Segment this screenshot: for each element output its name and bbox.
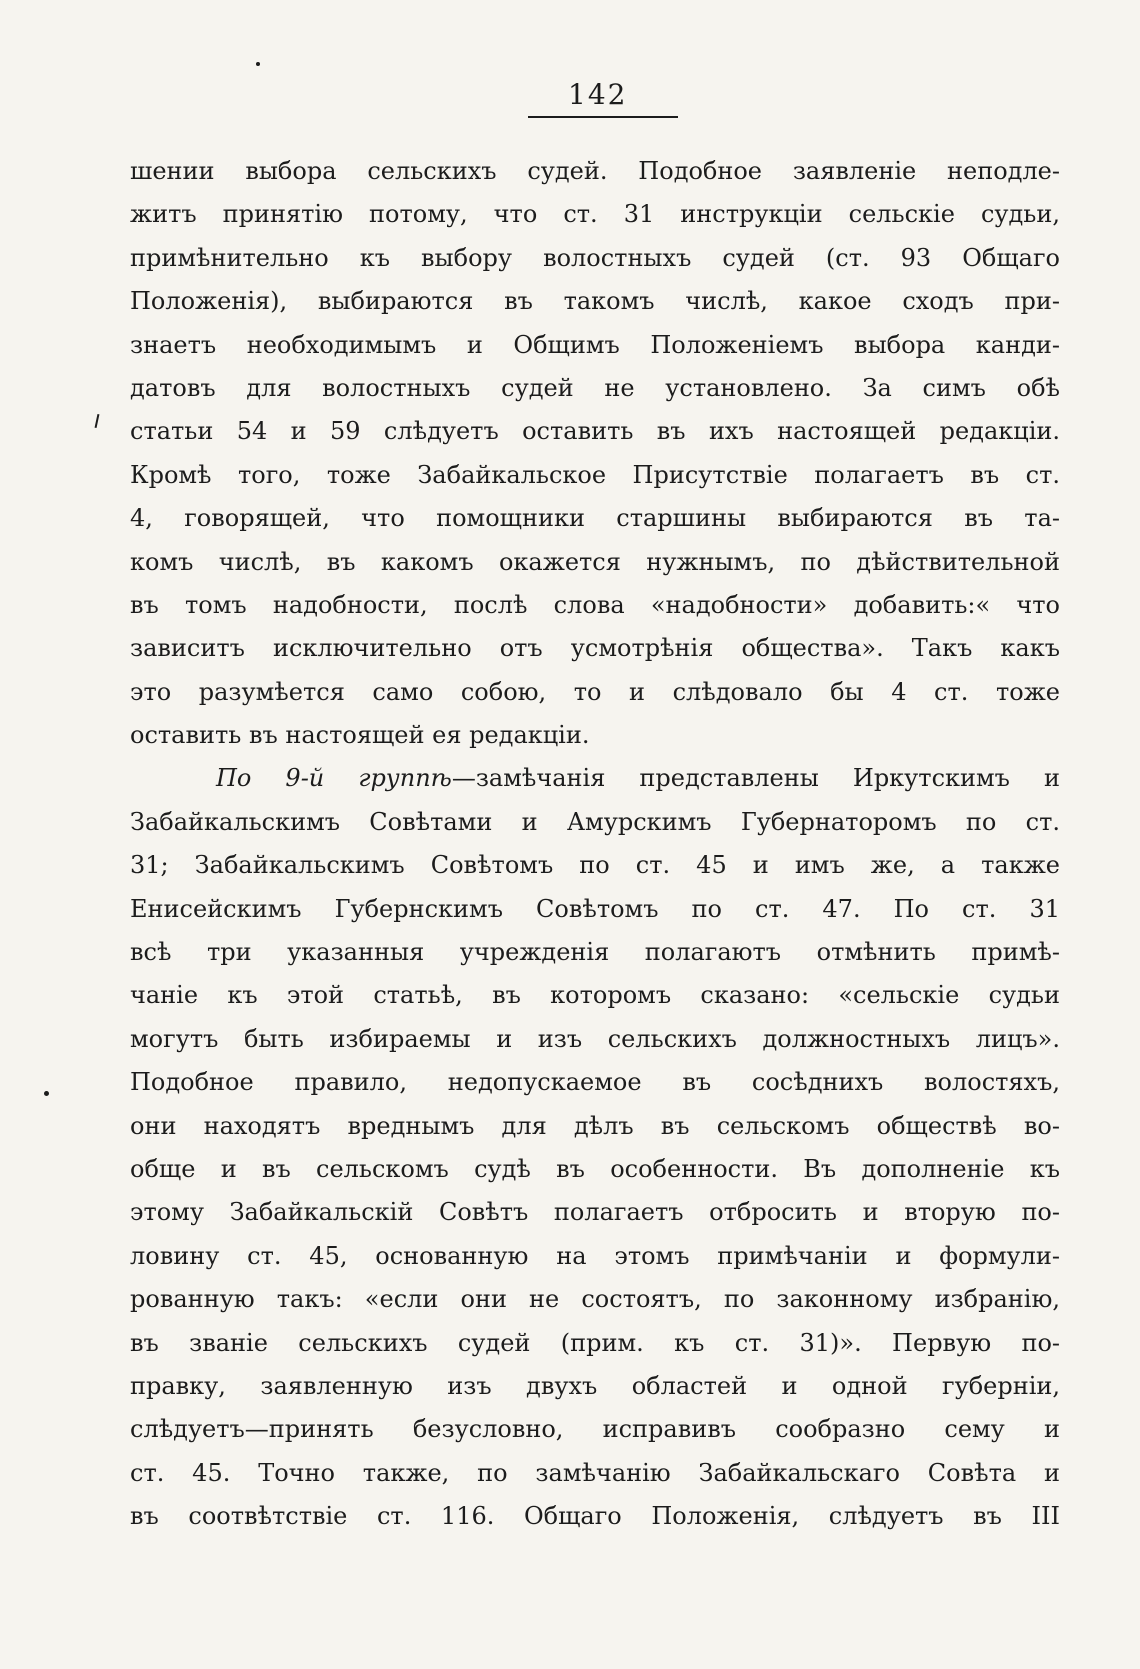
text-line: 4, говорящей, что помощники старшины выбираются въ та-: [130, 504, 1060, 533]
text-line: ст. 45. Точно также, по замѣчанію Забайкальскаго Совѣта и: [130, 1458, 1060, 1487]
text-line: шении выбора сельскихъ судей. Подобное заявленіе неподле-: [130, 157, 1060, 185]
text-line: рованную такъ: «если они не состоятъ, по законному избранію,: [130, 1285, 1060, 1314]
text-line: всѣ три указанныя учрежденія полагаютъ отмѣнить примѣ-: [130, 938, 1060, 967]
text-line: слѣдуетъ—принять безусловно, исправивъ сообразно сему и: [130, 1415, 1060, 1444]
text-line: ловину ст. 45, основанную на этомъ примѣчаніи и формули-: [130, 1241, 1060, 1270]
text-line: обще и въ сельскомъ судѣ въ особенности. Въ дополненіе къ: [130, 1154, 1060, 1183]
text-line: Забайкальскимъ Совѣтами и Амурскимъ Губернаторомъ по ст.: [130, 807, 1060, 836]
margin-mark: [95, 414, 100, 428]
header-rule: [528, 116, 678, 118]
page-number: 142: [568, 78, 628, 111]
text-line: Подобное правило, недопускаемое въ сосѣднихъ волостяхъ,: [130, 1068, 1060, 1097]
text-line: зависитъ исключительно отъ усмотрѣнія общества». Такъ какъ: [130, 634, 1060, 663]
group-heading: По 9-й группѣ: [216, 764, 452, 793]
text-line: въ званіе сельскихъ судей (прим. къ ст. 31)». Первую по-: [130, 1328, 1060, 1357]
body-text: [130, 150, 1060, 1539]
text-line: оставить въ настоящей ея редакціи.: [130, 721, 590, 750]
text-line: Енисейскимъ Губернскимъ Совѣтомъ по ст. 47. По ст. 31: [130, 894, 1060, 923]
text-line: правку, заявленную изъ двухъ областей и одной губерніи,: [130, 1371, 1060, 1400]
text-line: датовъ для волостныхъ судей не установлено. За симъ обѣ: [130, 373, 1060, 402]
text-line: чаніе къ этой статьѣ, въ которомъ сказано: «сельскіе судьи: [130, 981, 1060, 1010]
ink-speck: [256, 62, 260, 66]
text-line: житъ принятію потому, что ст. 31 инструкціи сельскіе судьи,: [130, 200, 1060, 229]
text-line: въ томъ надобности, послѣ слова «надобности» добавить:« что: [130, 590, 1060, 619]
text-line: Положенія), выбираются въ такомъ числѣ, какое сходъ при-: [130, 287, 1060, 316]
text-line: статьи 54 и 59 слѣдуетъ оставить въ ихъ настоящей редакціи.: [130, 417, 1060, 446]
ink-speck: [44, 1091, 49, 1096]
text-line: 31; Забайкальскимъ Совѣтомъ по ст. 45 и имъ же, а также: [130, 851, 1060, 880]
text-line: Кромѣ того, тоже Забайкальское Присутствіе полагаетъ въ ст.: [130, 460, 1060, 489]
text-line: они находятъ вреднымъ для дѣлъ въ сельскомъ обществѣ во-: [130, 1111, 1060, 1140]
text-line: могутъ быть избираемы и изъ сельскихъ должностныхъ лицъ».: [130, 1024, 1060, 1053]
text-line: знаетъ необходимымъ и Общимъ Положеніемъ выбора канди-: [130, 330, 1060, 359]
lead-line-rest: —замѣчанія представлены Иркутскимъ и: [451, 764, 1060, 793]
text-line: этому Забайкальскій Совѣтъ полагаетъ отбросить и вторую по-: [130, 1198, 1060, 1227]
paragraph-lead-line: [130, 757, 1060, 800]
text-line: въ соотвѣтствіе ст. 116. Общаго Положенія, слѣдуетъ въ III: [130, 1502, 1060, 1531]
text-line: это разумѣется само собою, то и слѣдовало бы 4 ст. тоже: [130, 677, 1060, 706]
text-line: комъ числѣ, въ какомъ окажется нужнымъ, по дѣйствительной: [130, 547, 1060, 576]
text-line: примѣнительно къ выбору волостныхъ судей (ст. 93 Общаго: [130, 243, 1060, 272]
